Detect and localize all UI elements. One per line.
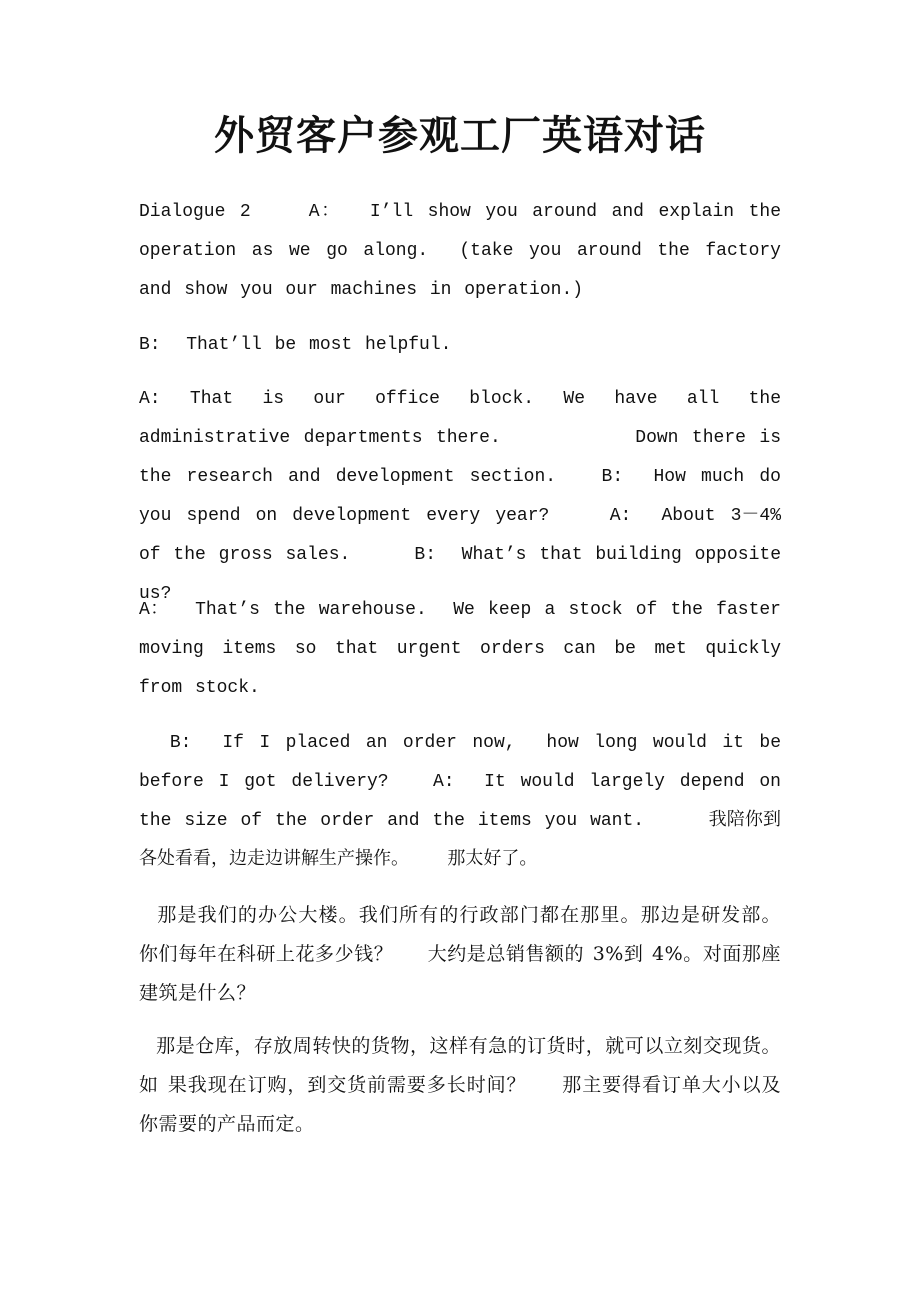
document-title: 外贸客户参观工厂英语对话 xyxy=(214,112,706,159)
paragraph-b-response: B: That’ll be most helpful. xyxy=(139,335,452,355)
paragraph-office-block: A: That is our office block. We have all the administrative departments there. Down there is the research and development section. B: How much do you spend on development every year? A: About 3－4% of the gross sales. B: What’s that building opposite us? xyxy=(139,389,794,604)
paragraph-order-delivery: B: If I placed an order now, how long would it be before I got delivery? A: It would largely depend on the size of the order and the items you want. 我陪你到各处看看，边走边讲解生产操作。 那太好了。 xyxy=(139,733,794,870)
paragraph-dialogue-intro: Dialogue 2 A： I’ll show you around and explain the operation as we go along. (take you around the factory and show you our machines in operation.) xyxy=(139,202,794,300)
paragraph-chinese-office: 那是我们的办公大楼。我们所有的行政部门都在那里。那边是研发部。 你们每年在科研上花多少钱？ 大约是总销售额的 3%到 4%。对面那座建筑是什么？ xyxy=(139,904,816,1004)
paragraph-chinese-warehouse: 那是仓库，存放周转快的货物，这样有急的订货时，就可以立刻交现货。 如 果我现在订购，到交货前需要多长时间？ 那主要得看订单大小以及你需要的产品而定。 xyxy=(139,1035,807,1135)
paragraph-warehouse: A： That’s the warehouse. We keep a stock of the faster moving items so that urgent orders can be met quickly from stock. xyxy=(139,600,794,698)
